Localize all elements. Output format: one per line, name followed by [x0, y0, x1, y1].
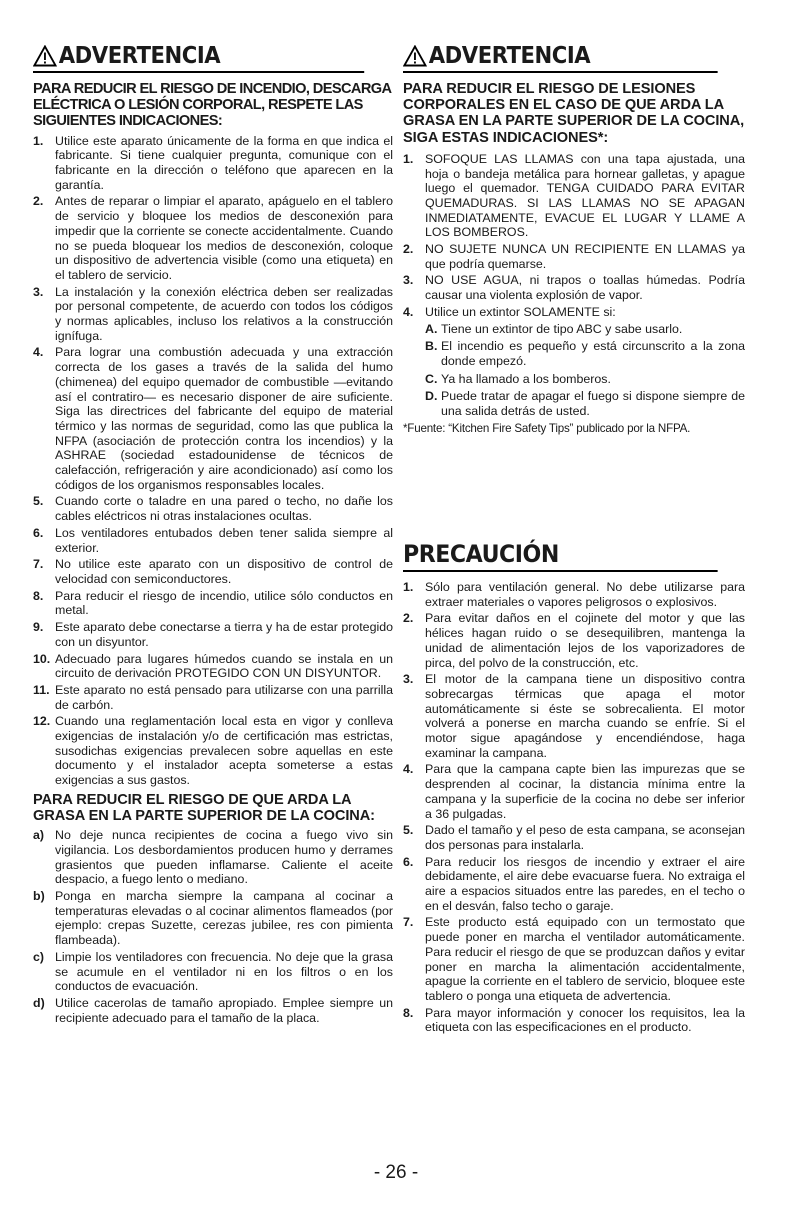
item-number: 4. [33, 345, 44, 360]
item-letter: b) [33, 889, 45, 904]
list-item [33, 714, 393, 788]
list-item [33, 557, 393, 586]
list-item [33, 526, 393, 555]
item-text: Este aparato no está pensado para utilizarse con una parrilla de carbón. [55, 682, 393, 712]
item-number: 8. [33, 588, 44, 603]
list-item [403, 152, 745, 240]
item-text: Sólo para ventilación general. No debe utilizarse para extraer materiales o vapores peligrosos o explosivos. [425, 580, 745, 609]
left-list-1 [33, 134, 393, 788]
list-item [403, 611, 745, 670]
item-text: Dado el tamaño y el peso de esta campana, se aconsejan dos personas para instalarla. [425, 823, 745, 852]
item-text: No deje nunca recipientes de cocina a fuego vivo sin vigilancia. Los desbordamientos producen humo y derrames grasientos que pueden inflamarse. Caliente el aceite despacio, a fuego lento o mediano. [55, 828, 393, 887]
list-item [33, 996, 393, 1025]
list-item [33, 285, 393, 344]
left-heading-2: PARA REDUCIR EL RIESGO DE QUE ARDA LA GRASA EN LA PARTE SUPERIOR DE LA COCINA: [33, 791, 375, 825]
item-number: 9. [33, 620, 44, 635]
left-list-2 [33, 828, 393, 1025]
item-number: 4. [403, 762, 414, 777]
item-text: Puede tratar de apagar el fuego si dispone siempre de una salida detrás de usted. [441, 389, 745, 419]
list-item [403, 242, 745, 271]
item-text: SOFOQUE LAS LLAMAS con una tapa ajustada, una hoja o bandeja metálica para hornear galletas, y apague luego el quemador. TENGA CUIDADO PARA EVITAR QUEMADURAS. SI LAS LLAMAS NO SE APAGAN INMEDIATAMENTE, EVACUE EL LUGAR Y LLAME A LOS BOMBEROS. [425, 151, 745, 240]
item-number: 8. [403, 1005, 414, 1020]
item-text: La instalación y la conexión eléctrica deben ser realizadas por personal competente, de acuerdo con todos los códigos y normas aplicables, incluso los relativos a la construcción ignífuga. [55, 284, 393, 343]
list-item [403, 305, 745, 419]
list-item [33, 589, 393, 618]
item-number: 5. [403, 823, 414, 838]
item-text: Utilice este aparato únicamente de la forma en que indica el fabricante. Si tiene cualquier pregunta, comunique con el fabricante en la dirección o teléfono que aparecen en la garantía. [55, 133, 393, 192]
list-item [33, 345, 393, 492]
list-item [33, 652, 393, 681]
item-letter: a) [33, 828, 45, 843]
item-text: No utilice este aparato con un dispositivo de control de velocidad con semiconductores. [55, 557, 393, 586]
item-number: 2. [403, 611, 414, 626]
list-item [33, 494, 393, 523]
item-number: 6. [33, 525, 44, 540]
item-text: Este aparato debe conectarse a tierra y ha de estar protegido con un disyuntor. [55, 620, 393, 649]
item-text: Tiene un extintor de tipo ABC y sabe usarlo. [441, 321, 683, 336]
list-item [33, 950, 393, 994]
item-letter: C. [425, 371, 438, 386]
item-text: Para que la campana capte bien las impurezas que se desprenden al cocinar, la distancia mínima entre la campana y la superficie de la cocina no debe ser inferior a 36 pulgadas. [425, 762, 745, 821]
item-text: Limpie los ventiladores con frecuencia. No deje que la grasa se acumule en el ventilador ni en los filtros o en los conductos de evacuación. [55, 949, 393, 994]
item-text: Los ventiladores entubados deben tener salida siempre al exterior. [55, 525, 393, 555]
item-letter: D. [425, 389, 438, 404]
list-item [33, 620, 393, 649]
list-item [33, 828, 393, 887]
item-text: Para reducir el riesgo de incendio, utilice sólo conductos en metal. [55, 588, 393, 618]
item-text: Utilice un extintor SOLAMENTE si: [425, 304, 616, 319]
list-item [33, 683, 393, 712]
list-item [403, 273, 745, 302]
item-number: 4. [403, 304, 414, 319]
left-warning-header [33, 42, 364, 73]
warning-triangle-icon [403, 45, 427, 67]
item-number: 10. [33, 651, 51, 666]
sub-list-item [425, 389, 745, 418]
sub-list-item [425, 322, 745, 337]
item-number: 6. [403, 854, 414, 869]
right-column [403, 42, 745, 436]
list-item [403, 823, 745, 852]
item-text: NO SUJETE NUNCA UN RECIPIENTE EN LLAMAS ya que podría quemarse. [425, 242, 745, 271]
item-text: Este producto está equipado con un termostato que puede poner en marcha el ventilador automáticamente. Para reducir el riesgo de que se produzcan daños y evitar poner en marcha la alimentación accidentalmente, apague la corriente en el tablero de servicio, bloquee este tablero o ponga una etiqueta de advertencia. [425, 915, 745, 1003]
item-number: 7. [403, 915, 414, 930]
item-number: 5. [33, 494, 44, 509]
right-heading: PARA REDUCIR EL RIESGO DE LESIONES CORPORALES EN EL CASO DE QUE ARDA LA GRASA EN LA PARTE SUPERIOR DE LA COCINA, SIGA ESTAS INDICACIONES*: [403, 81, 745, 146]
item-text: Adecuado para lugares húmedos cuando se instala en un circuito de derivación PROTEGIDO CON UN DISYUNTOR. [55, 651, 393, 681]
right-warning-title: ADVERTENCIA [428, 43, 591, 69]
item-number: 12. [33, 714, 51, 729]
item-letter: c) [33, 949, 45, 964]
item-text: Ya ha llamado a los bomberos. [441, 371, 611, 386]
page-number: - 26 - [373, 1162, 419, 1183]
left-column [33, 42, 393, 1027]
sub-list-item [425, 372, 745, 387]
left-warning-title: ADVERTENCIA [58, 43, 221, 69]
extinguisher-conditions [425, 322, 745, 419]
item-text: Utilice cacerolas de tamaño apropiado. Emplee siempre un recipiente adecuado para el tamaño de la placa. [55, 995, 393, 1025]
list-item [403, 1006, 745, 1035]
list-item [33, 134, 393, 193]
warning-triangle-icon [33, 45, 57, 67]
item-text: Ponga en marcha siempre la campana al cocinar a temperaturas elevadas o al cocinar alimentos flameados (por ejemplo: crepas Suzette, cerezas jubilee, res con pimienta flambeada). [55, 889, 393, 948]
right-list [403, 152, 745, 419]
item-text: Para evitar daños en el cojinete del motor y que las hélices hagan ruido o se desequilibren, mantenga la unidad de alimentación lejos de los vaporizadores de pirca, del polvo de la construcción, etc. [425, 611, 745, 670]
sub-list-item [425, 339, 745, 368]
list-item [403, 580, 745, 609]
precaution-section [403, 540, 745, 1037]
item-number: 11. [33, 682, 50, 697]
precaution-title: PRECAUCIÓN [403, 540, 718, 572]
list-item [403, 915, 745, 1003]
item-text: El motor de la campana tiene un dispositivo contra sobrecargas térmicas que apaga el motor automáticamente si éste se sobrecalienta. El motor volverá a ponerse en marcha cuando se enfríe. Si el motor sigue apagándose y encendiéndose, haga examinar la campana. [425, 672, 745, 760]
list-item [403, 672, 745, 760]
item-number: 1. [33, 133, 44, 148]
item-text: El incendio es pequeño y está circunscrito a la zona donde empezó. [441, 339, 745, 368]
item-text: Para lograr una combustión adecuada y una extracción correcta de los gases a través de la salida del humo (chimenea) del equipo quemador de combustible —evitando así el contratiro— es necesario disponer de aire suficiente. Siga las directrices del fabricante del equipo de material térmico y las normas de seguridad, como las que publica la NFPA (asociación de protección contra los incendios) y la ASHRAE (sociedad estadounidense de técnicos de calefacción, refrigeración y aire acondicionado) así como los códigos de los organismos responsables locales. [55, 345, 393, 492]
source-footnote: *Fuente: “Kitchen Fire Safety Tips” publicado por la NFPA. [403, 421, 691, 435]
item-number: 3. [403, 672, 414, 687]
item-number: 2. [403, 242, 414, 257]
left-heading-1: PARA REDUCIR EL RIESGO DE INCENDIO, DESCARGA ELÉCTRICA O LESIÓN CORPORAL, RESPETE LAS SIGUIENTES INDICACIONES: [33, 81, 391, 130]
list-item [33, 889, 393, 948]
item-number: 1. [403, 580, 414, 594]
item-text: NO USE AGUA, ni trapos o toallas húmedas. Podría causar una violenta explosión de vapor. [425, 273, 745, 303]
item-text: Cuando una reglamentación local esta en vigor y conlleva exigencias de instalación y/o de certificación mas estrictas, susodichas exigencias prevalecen sobre aquellas en este documento y el instalador acepta someterse a estas exigencias a sus gastos. [55, 714, 393, 788]
precaution-list [403, 580, 745, 1035]
list-item [403, 855, 745, 914]
list-item [403, 762, 745, 821]
item-text: Antes de reparar o limpiar el aparato, apáguelo en el tablero de servicio y bloquee los medios de desconexión para impedir que la corriente se conecte accidentalmente. Cuando no se pueda bloquear los medios de desconexión, coloque un dispositivo de advertencia visible (como una etiqueta) en el tablero de servicio. [55, 194, 393, 282]
item-number: 2. [33, 194, 44, 209]
right-warning-header [403, 42, 718, 73]
item-text: Para mayor información y conocer los requisitos, lea la etiqueta con las especificaciones en el producto. [425, 1005, 745, 1035]
item-letter: A. [425, 321, 438, 336]
item-number: 3. [33, 284, 44, 299]
list-item [33, 194, 393, 282]
item-text: Para reducir los riesgos de incendio y extraer el aire debidamente, el aire debe evacuarse fuera. No extraiga el aire a espacios situados entre las paredes, en el techo o en el desván, falso techo o garaje. [425, 854, 745, 913]
item-letter: d) [33, 995, 45, 1010]
item-text: Cuando corte o taladre en una pared o techo, no dañe los cables eléctricos ni otras instalaciones ocultas. [55, 494, 393, 524]
item-number: 3. [403, 273, 414, 288]
item-letter: B. [425, 339, 438, 354]
item-number: 1. [403, 151, 414, 166]
item-number: 7. [33, 557, 44, 572]
